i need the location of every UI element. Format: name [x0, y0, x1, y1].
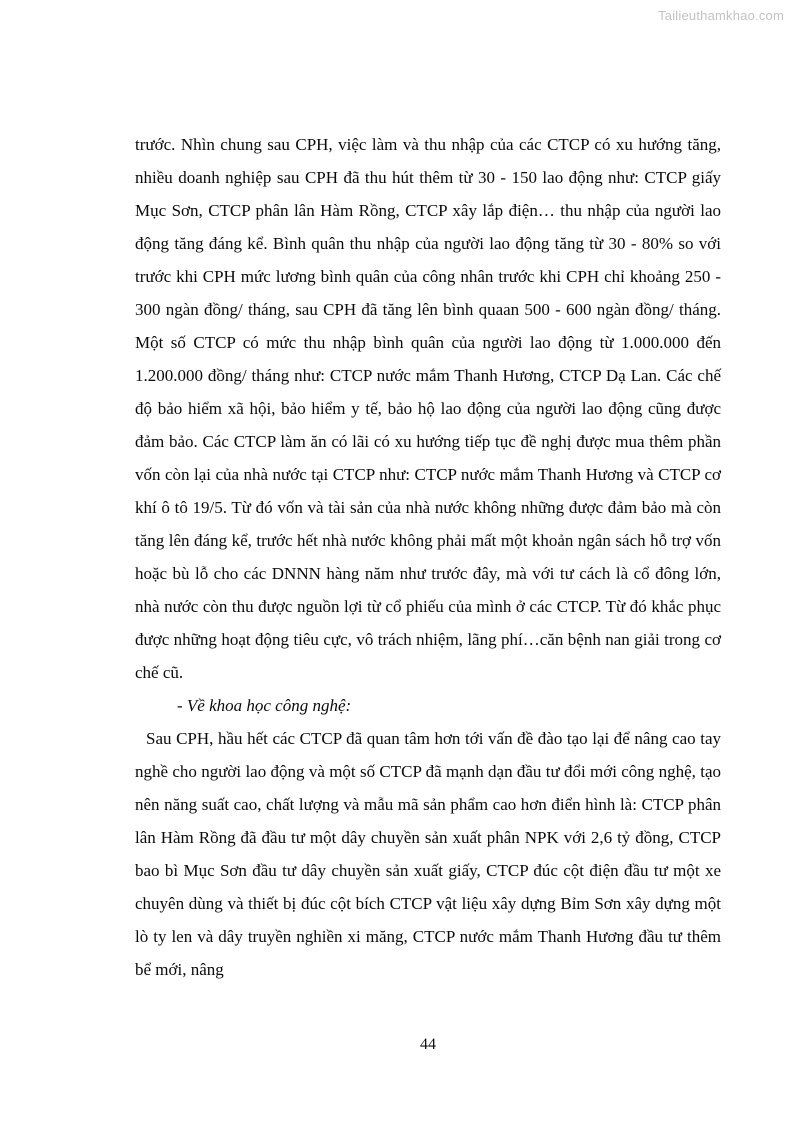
page-number: 44 [420, 1036, 436, 1053]
section-heading-khoa-hoc-cong-nghe: - Về khoa học công nghệ: [177, 696, 352, 715]
page-text-block [135, 128, 721, 986]
body-paragraph-1: trước. Nhìn chung sau CPH, việc làm và thu nhập của các CTCP có xu hướng tăng, nhiều doanh nghiệp sau CPH đã thu hút thêm từ 30 - 150 lao động như: CTCP giấy Mục Sơn, CTCP phân lân Hàm Rồng, CTCP xây lắp điện… thu nhập của người lao động tăng đáng kể. Bình quân thu nhập của người lao động tăng từ 30 - 80% so với trước khi CPH mức lương bình quân của công nhân trước khi CPH chỉ khoảng 250 - 300 ngàn đồng/ tháng, sau CPH đã tăng lên bình quaan 500 - 600 ngàn đồng/ tháng. Một số CTCP có mức thu nhập bình quân của người lao động từ 1.000.000 đến 1.200.000 đồng/ tháng như: CTCP nước mắm Thanh Hương, CTCP Dạ Lan. Các chế độ bảo hiểm xã hội, bảo hiểm y tế, bảo hộ lao động của người lao động cũng được đảm bảo. Các CTCP làm ăn có lãi có xu hướng tiếp tục đề nghị được mua thêm phần vốn còn lại của nhà nước tại CTCP như: CTCP nước mắm Thanh Hương và CTCP cơ khí ô tô 19/5. Từ đó vốn và tài sản của nhà nước không những được đảm bảo mà còn tăng lên đáng kể, trước hết nhà nước không phải mất một khoản ngân sách hỗ trợ vốn hoặc bù lỗ cho các DNNN hàng năm như trước đây, mà với tư cách là cổ đông lớn, nhà nước còn thu được nguồn lợi từ cổ phiếu của mình ở các CTCP. Từ đó khắc phục được những hoạt động tiêu cực, vô trách nhiệm, lãng phí…căn bệnh nan giải trong cơ chế cũ. [135, 135, 721, 682]
body-paragraph-2: Sau CPH, hầu hết các CTCP đã quan tâm hơn tới vấn đề đào tạo lại để nâng cao tay nghề cho người lao động và một số CTCP đã mạnh dạn đầu tư đổi mới công nghệ, tạo nên năng suất cao, chất lượng và mẫu mã sản phẩm cao hơn điển hình là: CTCP phân lân Hàm Rồng đã đầu tư một dây chuyền sản xuất phân NPK với 2,6 tỷ đồng, CTCP bao bì Mục Sơn đầu tư dây chuyền sản xuất giấy, CTCP đúc cột điện đầu tư một xe chuyên dùng và thiết bị đúc cột bích CTCP vật liệu xây dựng Bỉm Sơn xây dựng một lò ty len và dây truyền nghiền xi măng, CTCP nước mắm Thanh Hương đầu tư thêm bể mới, nâng [135, 729, 721, 979]
watermark: Tailieuthamkhao.com [658, 8, 784, 23]
